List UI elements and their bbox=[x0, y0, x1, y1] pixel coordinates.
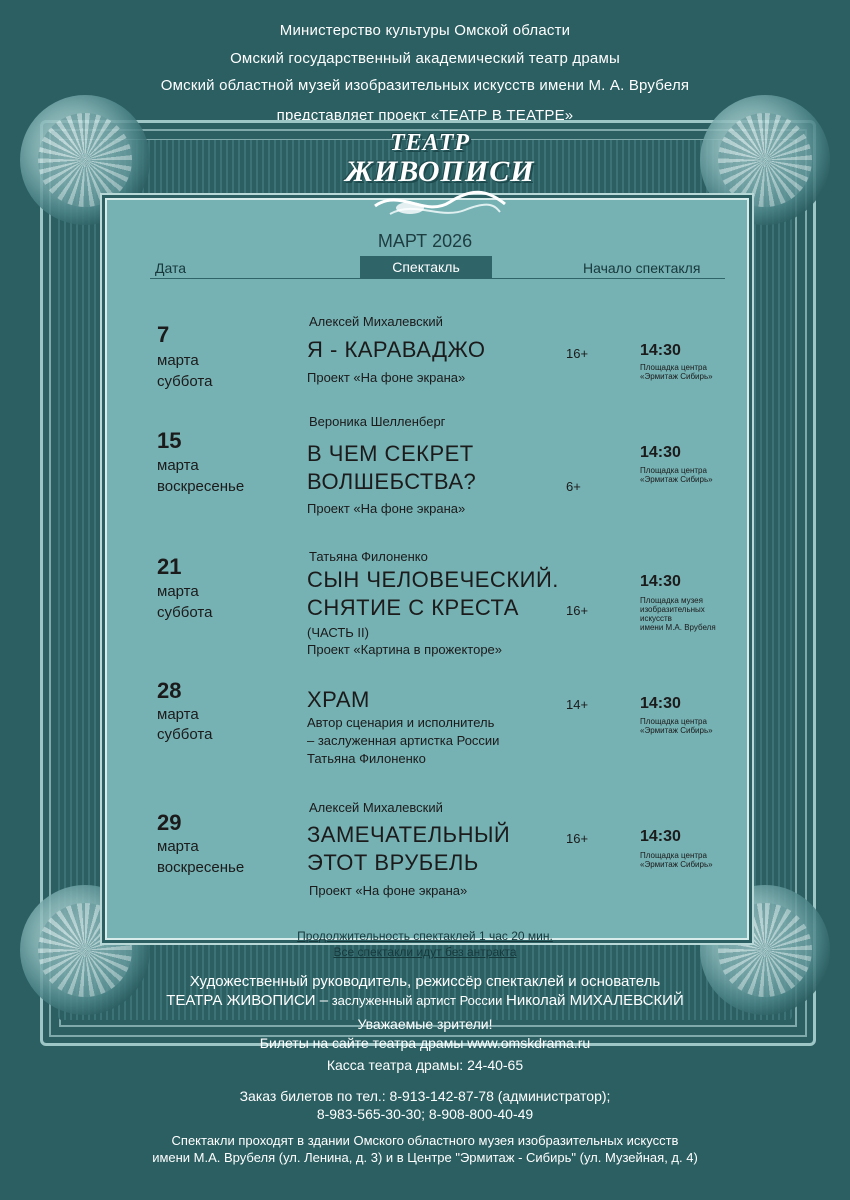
show-5-day: 29 bbox=[157, 810, 182, 835]
show-5-time: 14:30 bbox=[640, 828, 681, 845]
duration-note: Продолжительность спектаклей 1 час 20 мин. bbox=[297, 929, 553, 943]
show-2-project: Проект «На фоне экрана» bbox=[307, 501, 466, 516]
intermission-note: Все спектакли идут без антракта bbox=[333, 945, 517, 959]
show-5-weekday: воскресенье bbox=[157, 859, 245, 876]
show-5-project: Проект «На фоне экрана» bbox=[309, 883, 468, 898]
location-line-2: имени М.А. Врубеля (ул. Ленина, д. 3) и в Центре "Эрмитаж - Сибирь" (ул. Музейная, д. 4) bbox=[152, 1150, 698, 1165]
month-title: МАРТ 2026 bbox=[377, 231, 473, 251]
show-4-title: ХРАМ bbox=[307, 687, 370, 712]
logo-swirl-icon bbox=[370, 186, 510, 220]
show-3-part: (ЧАСТЬ II) bbox=[307, 625, 369, 640]
show-1-month: марта bbox=[157, 352, 199, 369]
director-line-2: ТЕАТРА ЖИВОПИСИ – заслуженный артист России Николай МИХАЛЕВСКИЙ bbox=[166, 992, 684, 1009]
header-divider bbox=[150, 278, 725, 279]
column-date: Дата bbox=[155, 260, 187, 276]
show-4-age: 14+ bbox=[566, 697, 589, 712]
show-3-weekday: суббота bbox=[157, 604, 213, 621]
show-4-venue: Площадка центра «Эрмитаж Сибирь» bbox=[640, 717, 713, 735]
show-3-title-line-1: СЫН ЧЕЛОВЕЧЕСКИЙ. bbox=[307, 567, 559, 592]
column-start: Начало спектакля bbox=[583, 260, 701, 276]
show-1-time: 14:30 bbox=[640, 342, 681, 359]
show-4-time: 14:30 bbox=[640, 695, 681, 712]
show-5-title-line-1: ЗАМЕЧАТЕЛЬНЫЙ bbox=[307, 822, 511, 847]
box-office: Касса театра драмы: 24-40-65 bbox=[326, 1057, 524, 1073]
show-1-venue: Площадка центра «Эрмитаж Сибирь» bbox=[640, 363, 713, 381]
show-4-day: 28 bbox=[157, 678, 182, 703]
show-1-project: Проект «На фоне экрана» bbox=[307, 370, 466, 385]
show-5-age: 16+ bbox=[566, 831, 589, 846]
show-4-desc-line-2: – заслуженная артистка России bbox=[307, 733, 500, 748]
show-4-desc-line-3: Татьяна Филоненко bbox=[307, 751, 426, 766]
show-1-age: 16+ bbox=[566, 346, 589, 361]
museum-line: Омский областной музей изобразительных искусств имени М. А. Врубеля bbox=[160, 77, 690, 94]
show-4-desc-line-1: Автор сценария и исполнитель bbox=[307, 715, 495, 730]
show-1-title: Я - КАРАВАДЖО bbox=[307, 337, 486, 362]
show-1-weekday: суббота bbox=[157, 373, 213, 390]
tickets-site: Билеты на сайте театра драмы www.omskdrama.ru bbox=[259, 1035, 591, 1051]
show-1-day: 7 bbox=[157, 322, 170, 347]
show-2-month: марта bbox=[157, 457, 199, 474]
director-line-1: Художественный руководитель, режиссёр спектаклей и основатель bbox=[189, 973, 661, 990]
ticket-order-line-1: Заказ билетов по тел.: 8-913-142-87-78 (администратор); bbox=[239, 1088, 611, 1104]
show-3-project: Проект «Картина в прожекторе» bbox=[307, 642, 503, 657]
show-5-venue: Площадка центра «Эрмитаж Сибирь» bbox=[640, 851, 713, 869]
show-3-title-line-2: СНЯТИЕ С КРЕСТА bbox=[307, 595, 519, 620]
project-line: представляет проект «ТЕАТР В ТЕАТРЕ» bbox=[276, 107, 574, 124]
show-5-month: марта bbox=[157, 838, 199, 855]
greeting: Уважаемые зрители! bbox=[357, 1016, 493, 1032]
show-2-title-line-2: ВОЛШЕБСТВА? bbox=[307, 469, 477, 494]
show-3-author: Татьяна Филоненко bbox=[309, 549, 428, 564]
show-2-venue: Площадка центра «Эрмитаж Сибирь» bbox=[640, 466, 713, 484]
show-3-venue: Площадка музея изобразительных искусств имени М.А. Врубеля bbox=[640, 596, 716, 632]
ministry-line: Министерство культуры Омской области bbox=[279, 22, 571, 39]
show-3-time: 14:30 bbox=[640, 573, 681, 590]
show-2-time: 14:30 bbox=[640, 444, 681, 461]
show-3-month: марта bbox=[157, 583, 199, 600]
ticket-order-line-2: 8-983-565-30-30; 8-908-800-40-49 bbox=[316, 1106, 534, 1122]
show-4-month: марта bbox=[157, 706, 199, 723]
show-1-author: Алексей Михалевский bbox=[309, 314, 443, 329]
show-5-author: Алексей Михалевский bbox=[309, 800, 443, 815]
theatre-logo bbox=[345, 130, 535, 230]
show-3-age: 16+ bbox=[566, 603, 589, 618]
column-play: Спектакль bbox=[360, 256, 492, 278]
show-3-day: 21 bbox=[157, 554, 182, 579]
location-line-1: Спектакли проходят в здании Омского областного музея изобразительных искусств bbox=[171, 1133, 679, 1148]
show-2-weekday: воскресенье bbox=[157, 478, 245, 495]
logo-word-1: ТЕАТР bbox=[389, 130, 471, 156]
theatre-line: Омский государственный академический театр драмы bbox=[230, 50, 620, 67]
show-5-title-line-2: ЭТОТ ВРУБЕЛЬ bbox=[307, 850, 479, 875]
logo-word-2: ЖИВОПИСИ bbox=[345, 155, 535, 188]
show-2-title-line-1: В ЧЕМ СЕКРЕТ bbox=[307, 441, 474, 466]
show-2-age: 6+ bbox=[566, 479, 581, 494]
show-2-author: Вероника Шелленберг bbox=[309, 414, 446, 429]
show-2-day: 15 bbox=[157, 428, 182, 453]
show-4-weekday: суббота bbox=[157, 726, 213, 743]
